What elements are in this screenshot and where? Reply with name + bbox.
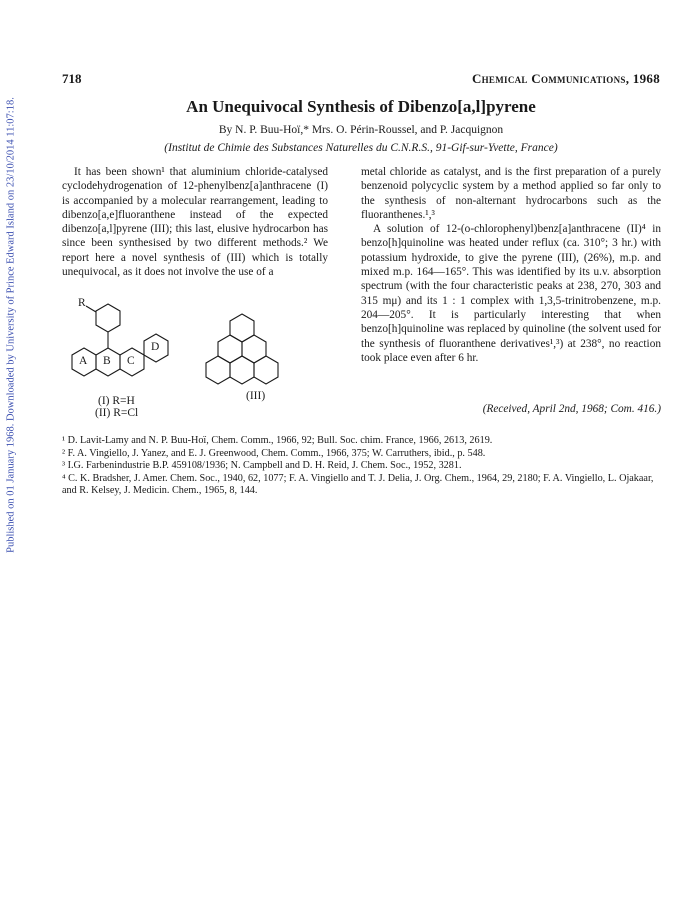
left-column (62, 165, 328, 279)
ring-label-b: B (103, 355, 111, 367)
watermark-text: Published on 01 January 1968. Downloaded by University of Prince Edward Island on 23/10/2014 11:07:18. (5, 97, 17, 553)
ring-label-a: A (79, 355, 88, 367)
phenyl-ring (96, 304, 120, 332)
ring-label-d: D (151, 341, 160, 353)
right-column (361, 165, 661, 365)
download-watermark (0, 60, 22, 590)
received-date: (Received, April 2nd, 1968; Com. 416.) (482, 403, 661, 415)
article-authors: By N. P. Buu-Hoï,* Mrs. O. Périn-Roussel, and P. Jacquignon (218, 124, 504, 136)
article-title: An Unequivocal Synthesis of Dibenzo[a,l]pyrene (186, 97, 536, 116)
right-column-paragraph-1: metal chloride as catalyst, and is the first preparation of a purely benzenoid polycyclic system by a method applied so far only to the synthesis of non-alternant hydrocarbons such as the fluoranthenes.¹,³ (361, 166, 661, 221)
journal-header: Chemical Communications, 1968 (471, 71, 660, 86)
article-affiliation: (Institut de Chimie des Substances Naturelles du C.N.R.S., 91-Gif-sur-Yvette, France) (164, 142, 558, 154)
references (62, 435, 662, 498)
right-column-paragraph-2: A solution of 12-(o-chlorophenyl)benz[a]anthracene (II)⁴ in benzo[h]quinoline was heated under reflux (ca. 310°; 3 hr.) with potassium hydroxide, to give the pyrene (III), (26%), m.p. and mixed m.p. 164—165°. This was identified by its u.v. absorption spectrum (with the four characteristic peaks at 238, 270, 303 and 315 mμ) and its 1 : 1 complex with 1,3,5-trinitrobenzene, m.p. 204—205°. It is particularly interesting that when benzo[h]quinoline was replaced by quinoline (the solvent used for the synthesis of fluoranthene derivatives¹,³) at 238°, no reaction took place even after 6 hr. (361, 223, 661, 364)
compound-iii-label: (III) (246, 390, 266, 402)
chemical-structures-figure (62, 292, 332, 422)
reference-2: ² F. A. Vingiello, J. Yanez, and E. J. Greenwood, Chem. Comm., 1966, 375; W. Carruthers, ibid., p. 548. (62, 447, 486, 459)
compound-ii-label: (II) R=Cl (95, 407, 139, 419)
compound-i-label: (I) R=H (98, 395, 135, 407)
ring-label-c: C (127, 355, 135, 367)
reference-3: ³ I.G. Farbenindustrie B.P. 459108/1936; N. Campbell and D. H. Reid, J. Chem. Soc., 1952, 3281. (62, 460, 462, 471)
substituent-r-label: R (78, 297, 86, 309)
reference-1: ¹ D. Lavit-Lamy and N. P. Buu-Hoï, Chem. Comm., 1966, 92; Bull. Soc. chim. France, 1966, 2613, 2619. (62, 435, 493, 446)
page-number: 718 (62, 71, 82, 86)
left-column-text: It has been shown¹ that aluminium chloride-catalysed cyclodehydrogenation of 12-phenylbenz[a]anthracene (I) is accompanied by a molecular rearrangement, leading to dibenzo[a,e]fluoranthene instead of the expected dibenzo[a,l]pyrene (III); this last, elusive hydrocarbon has since been synthesised by two different methods.² We report here a novel synthesis of (III) which is totally unequivocal, as it does not involve the use of a (62, 166, 328, 279)
reference-4: ⁴ C. K. Bradsher, J. Amer. Chem. Soc., 1940, 62, 1077; F. A. Vingiello and T. J. Delia, J. Org. Chem., 1964, 29, 2180; F. A. Vingiello, L. Ojakaar, and R. Kelsey, J. Medicin. Chem., 1965, 8, 144. (62, 472, 654, 496)
